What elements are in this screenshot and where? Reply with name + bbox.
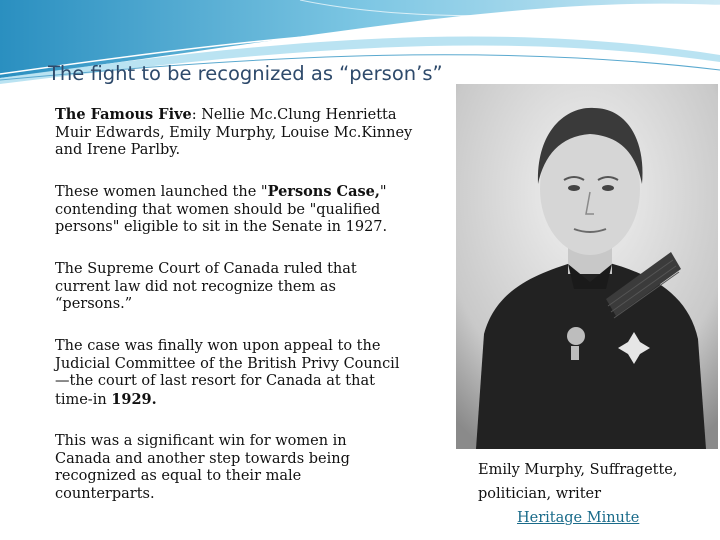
persons-case-post: " contending that women should be "qualified persons" eligible to sit in the Senate in 1927. — [55, 184, 388, 235]
photo-caption — [478, 458, 708, 530]
paragraph-supreme-court: The Supreme Court of Canada ruled that current law did not recognize them as “persons.” — [55, 261, 357, 312]
heritage-minute-link[interactable]: Heritage Minute — [517, 510, 640, 526]
paragraph-significance: This was a significant win for women in Canada and another step towards being recognized as equal to their male counterparts. — [55, 433, 350, 502]
paragraph-privy-council — [55, 338, 410, 409]
famous-five-text: : Nellie Mc.Clung Henrietta Muir Edwards, Emily Murphy, Louise Mc.Kinney and Irene Parlby. — [55, 107, 413, 158]
persons-case-bold: Persons Case, — [267, 183, 380, 200]
privy-council-text: The case was finally won upon appeal to the Judicial Committee of the British Privy Council—the court of last resort for Canada at that time-in — [55, 338, 400, 408]
paragraph-famous-five — [55, 106, 425, 160]
privy-council-year: 1929. — [111, 390, 157, 408]
emily-murphy-portrait — [456, 84, 718, 449]
persons-case-pre: These women launched the " — [55, 184, 268, 200]
paragraph-persons-case — [55, 183, 425, 237]
famous-five-label: The Famous Five — [55, 106, 192, 123]
caption-text: Emily Murphy, Suffragette, politician, writer — [478, 462, 678, 502]
slide-title: The fight to be recognized as “person’s” — [48, 62, 443, 85]
